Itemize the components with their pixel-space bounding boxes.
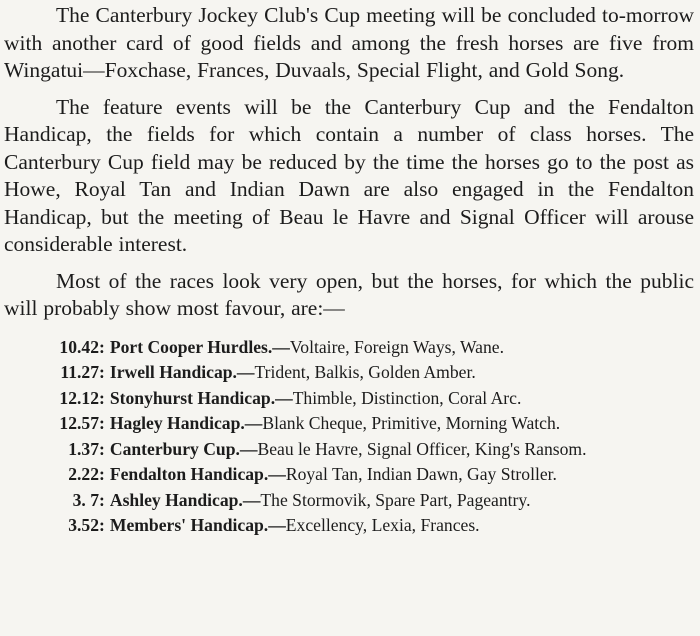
race-tip-text [110, 437, 694, 463]
race-time: 12.57 [59, 413, 99, 433]
race-name: Hagley Handicap.— [109, 413, 263, 433]
race-tip-text [110, 386, 694, 412]
race-horses: Royal Tan, Indian Dawn, Gay Stroller. [285, 464, 557, 484]
race-name: Stonyhurst Handicap.— [109, 387, 293, 408]
race-tip-text [110, 513, 694, 539]
feature-events-paragraph: The feature events will be the Canterbury Cup and the Fendalton Handicap, the fields for which contain a number of class horses. The Canterbury Cup field may be reduced by the time the horses go to the post as Howe, Royal Tan and Indian Dawn are also engaged in the Fendalton Handicap, but the meeting of Beau le Havre and Signal Officer will arouse considerable interest. [4, 94, 694, 256]
race-tip-text [110, 360, 694, 386]
race-time: 3. 7 [72, 489, 99, 510]
race-name: Members' Handicap.— [109, 515, 286, 535]
race-horses: Thimble, Distinction, Coral Arc. [292, 387, 522, 408]
race-name: Fendalton Handicap.— [109, 464, 286, 484]
race-tip-text [110, 488, 694, 514]
race-tips-list [4, 335, 694, 539]
race-time: 3.52 [68, 515, 99, 535]
race-tip: 3.52 : Members' Handicap.—Excellency, Lexia, Frances. [4, 513, 694, 539]
race-tip-text [110, 411, 694, 437]
race-horses: Voltaire, Foreign Ways, Wane. [289, 336, 504, 357]
race-name: Ashley Handicap.— [109, 489, 261, 510]
race-time: 10.42 [59, 336, 99, 357]
race-tip: 1.37 : Canterbury Cup.—Beau le Havre, Signal Officer, King's Ransom. [4, 437, 694, 463]
race-horses: Excellency, Lexia, Frances. [285, 515, 480, 535]
race-time: 1.37 [68, 438, 99, 459]
race-name: Canterbury Cup.— [109, 438, 258, 459]
race-time: 11.27 [60, 362, 99, 382]
race-name: Irwell Handicap.— [109, 362, 255, 382]
race-tip: 12.57 : Hagley Handicap.—Blank Cheque, Primitive, Morning Watch. [4, 411, 694, 437]
race-tip: 2.22 : Fendalton Handicap.—Royal Tan, Indian Dawn, Gay Stroller. [4, 462, 694, 488]
race-name: Port Cooper Hurdles.— [109, 336, 290, 357]
favourites-paragraph: Most of the races look very open, but the horses, for which the public will probably show most favour, are:— [4, 268, 694, 320]
race-tip: 12.12 : Stonyhurst Handicap.—Thimble, Distinction, Coral Arc. [4, 386, 694, 412]
race-time: 2.22 [68, 464, 99, 484]
race-horses: Blank Cheque, Primitive, Morning Watch. [262, 413, 561, 433]
race-horses: The Stormovik, Spare Part, Pageantry. [260, 489, 531, 510]
race-tip-text [110, 335, 694, 361]
race-horses: Beau le Havre, Signal Officer, King's Ransom. [257, 438, 587, 459]
race-time: 12.12 [59, 387, 99, 408]
race-tip-text [110, 462, 694, 488]
race-tip: 3. 7 : Ashley Handicap.—The Stormovik, Spare Part, Pageantry. [4, 488, 694, 514]
race-tip: 11.27 : Irwell Handicap.—Trident, Balkis, Golden Amber. [4, 360, 694, 386]
race-tip: 10.42 : Port Cooper Hurdles.—Voltaire, Foreign Ways, Wane. [4, 335, 694, 361]
intro-paragraph: The Canterbury Jockey Club's Cup meeting will be concluded to-morrow with another card of good fields and among the fresh horses are five from Wingatui—Foxchase, Frances, Duvaals, Special Flight, and Gold Song. [4, 3, 694, 82]
race-horses: Trident, Balkis, Golden Amber. [254, 362, 476, 382]
